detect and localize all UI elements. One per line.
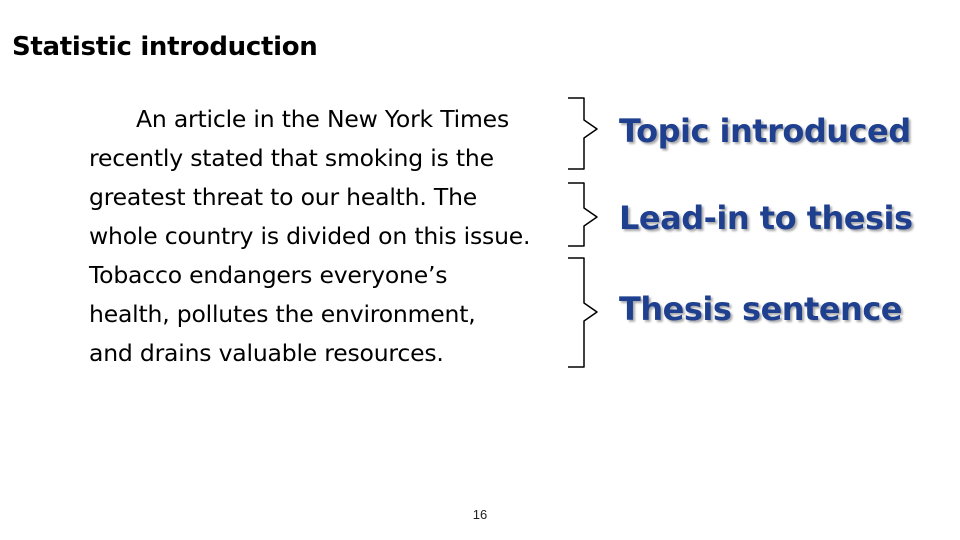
topic-introduced-label: Topic introduced <box>619 112 911 150</box>
thesis-brace <box>568 258 597 367</box>
slide-title: Statistic introduction <box>12 32 318 62</box>
page-number: 16 <box>472 507 488 522</box>
thesis-sentence-label: Thesis sentence <box>619 290 902 328</box>
paragraph-line: An article in the New York Times <box>136 105 509 133</box>
paragraph-line: recently stated that smoking is the <box>89 144 494 172</box>
lead-in-brace <box>568 183 597 246</box>
topic-brace <box>568 98 597 169</box>
lead-in-label: Lead-in to thesis <box>619 199 913 237</box>
paragraph-line: and drains valuable resources. <box>89 339 444 367</box>
paragraph-line: health, pollutes the environment, <box>89 300 476 328</box>
paragraph-line: greatest threat to our health. The <box>89 183 478 211</box>
paragraph-line: whole country is divided on this issue. <box>89 222 531 250</box>
paragraph-line: Tobacco endangers everyone’s <box>89 261 448 289</box>
